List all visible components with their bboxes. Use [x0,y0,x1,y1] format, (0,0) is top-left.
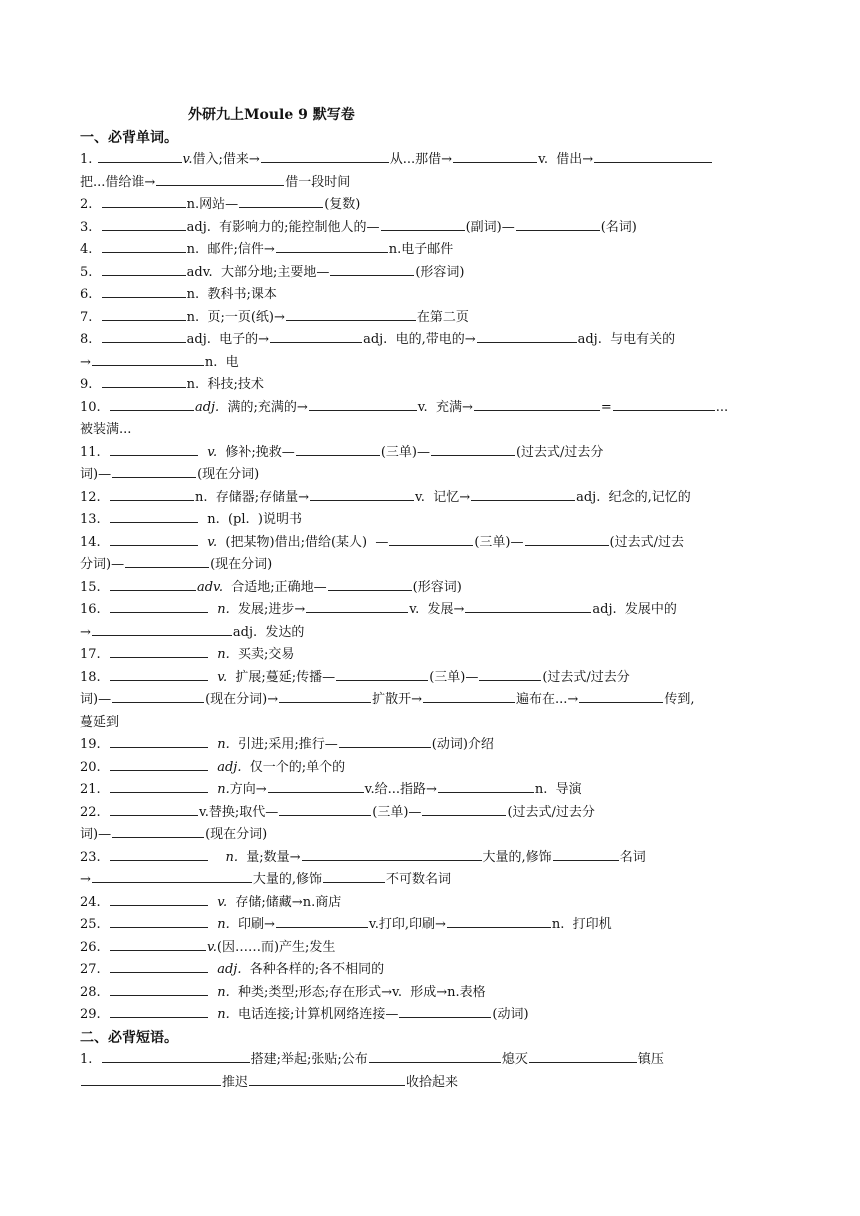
worksheet-line [80,284,792,307]
line-text: = [600,399,612,415]
fill-in-blank[interactable] [268,779,364,793]
fill-in-blank[interactable] [110,667,208,681]
line-text: 各种各样的;各不相同的 [241,962,385,977]
fill-in-blank[interactable] [102,374,186,388]
line-text [209,670,217,685]
line-text: 18. [80,669,109,685]
fill-in-blank[interactable] [110,892,208,906]
line-text: 1. [80,1052,101,1067]
line-text: → [80,872,91,887]
fill-in-blank[interactable] [112,464,196,478]
line-text: 遍布在...→ [516,692,579,707]
line-text: 扩散开→ [372,692,423,707]
line-text: 19. [80,737,109,752]
line-text: 被装满... [80,422,132,437]
line-text: (动词)介绍 [431,737,494,752]
fill-in-blank[interactable] [276,239,388,253]
line-text: adj. 发展中的 [592,602,677,617]
line-text: n. (pl. )说明书 [198,512,303,527]
fill-in-blank[interactable] [477,329,577,343]
worksheet-line [80,667,792,690]
line-text: 词)— [80,467,112,482]
part-of-speech-label: v. [217,894,228,910]
worksheet-line [80,442,792,465]
line-text [209,602,217,617]
part-of-speech-label: v. [206,939,217,955]
fill-in-blank[interactable] [525,532,609,546]
worksheet-line [80,397,792,420]
fill-in-blank[interactable] [112,824,204,838]
line-text: 发展;进步→ [229,602,306,617]
worksheet-line [80,532,792,555]
fill-in-blank[interactable] [110,487,194,501]
line-text: → [80,354,91,370]
line-text: 名词 [619,849,646,865]
line-text: n.网站— [186,197,239,212]
line-text: 分词)— [80,557,125,572]
fill-in-blank[interactable] [102,307,186,321]
fill-in-blank[interactable] [110,1004,208,1018]
line-text: 方向→ [229,782,267,797]
fill-in-blank[interactable] [447,914,551,928]
line-text: (名词) [600,219,637,235]
line-text: adv. 大部分地;主要地— [186,264,330,280]
line-text: n. 导演 [534,782,582,797]
fill-in-blank[interactable] [296,442,380,456]
line-text: 收拾起来 [406,1074,459,1090]
fill-in-blank[interactable] [98,149,182,163]
worksheet-line [80,352,792,375]
line-text: 不可数名词 [386,872,452,887]
line-text: n. 科技;技术 [186,377,264,392]
part-of-speech-label: n. [217,1007,230,1022]
line-text: 7. [80,309,101,325]
line-text: 26. [80,939,109,955]
fill-in-blank[interactable] [279,802,371,816]
worksheet-line [80,779,792,802]
line-text: 4. [80,242,101,257]
line-text: (形容词) [412,579,462,595]
worksheet-line [80,1004,792,1027]
worksheet-line [80,577,792,600]
line-text: adj. 发达的 [232,624,305,640]
line-text [209,917,217,932]
line-text: 15. [80,579,109,595]
line-text: 词)— [80,692,112,707]
line-text: (三单)— [474,534,524,550]
fill-in-blank[interactable] [339,734,431,748]
fill-in-blank[interactable] [381,217,465,231]
line-text: (现在分词) [210,557,273,572]
line-text: 27. [80,962,109,977]
worksheet-line [80,329,792,352]
line-text [209,850,226,865]
part-of-speech-label: v. [182,152,193,167]
line-text: 传到, [664,692,695,707]
fill-in-blank[interactable] [102,239,186,253]
line-text: 从...那借→ [389,152,453,167]
line-text [209,1007,217,1022]
line-text: v. 借出→ [538,152,594,167]
fill-in-blank[interactable] [102,262,186,276]
line-text: adj. 电的,带电的→ [363,332,476,347]
line-text [209,782,217,797]
line-text: v.打印,印刷→ [368,917,446,932]
line-text: 29. [80,1007,109,1022]
worksheet-line [80,824,792,847]
part-of-speech-label: adv. [196,579,223,595]
fill-in-blank[interactable] [261,149,389,163]
fill-in-blank[interactable] [399,1004,491,1018]
fill-in-blank[interactable] [92,352,204,366]
worksheet-page [80,104,792,1094]
line-text: (过去式/过去分 [542,669,630,685]
line-text: 蔓延到 [80,714,120,730]
line-text: n. 打印机 [551,917,612,932]
line-text: 量;数量→ [238,849,301,865]
fill-in-blank[interactable] [465,599,591,613]
part-of-speech-label: n. [217,647,230,662]
fill-in-blank[interactable] [110,779,208,793]
worksheet-line [80,599,792,622]
fill-in-blank[interactable] [302,847,482,861]
fill-in-blank[interactable] [529,1049,637,1063]
worksheet-line [80,802,792,825]
line-text: n. 邮件;信件→ [186,242,275,257]
line-text: v. 记忆→ [415,489,471,505]
fill-in-blank[interactable] [102,1049,250,1063]
line-text: (副词)— [465,219,515,235]
line-text: adj. 有影响力的;能控制他人的— [186,219,380,235]
line-text: v. 发展→ [409,602,465,617]
part-of-speech-label: n. [217,737,230,752]
line-text: 借入;借来→ [192,152,260,167]
line-text: ... [715,399,729,415]
fill-in-blank[interactable] [110,599,208,613]
section-heading: 二、必背短语。 [80,1029,178,1046]
worksheet-title: 外研九上Moule 9 默写卷 [188,107,355,123]
fill-in-blank[interactable] [369,1049,501,1063]
fill-in-blank[interactable] [479,667,541,681]
line-text: → [80,624,91,640]
fill-in-blank[interactable] [453,149,537,163]
fill-in-blank[interactable] [110,982,208,996]
line-text: 28. [80,984,109,1000]
line-text: 9. [80,377,101,392]
line-text [209,985,217,1000]
line-text: 17. [80,647,109,662]
worksheet-content [80,127,792,1095]
line-text: 种类;类型;形态;存在形式→v. 形成→n.表格 [229,984,486,1000]
line-text: 20. [80,759,109,775]
fill-in-blank[interactable] [102,284,186,298]
line-text [199,445,207,460]
fill-in-blank[interactable] [516,217,600,231]
fill-in-blank[interactable] [286,307,416,321]
worksheet-line [80,239,792,262]
fill-in-blank[interactable] [330,262,414,276]
worksheet-line [80,644,792,667]
fill-in-blank[interactable] [239,194,323,208]
line-text: 23. [80,849,109,865]
fill-in-blank[interactable] [110,509,198,523]
line-text: adj. 纪念的,记忆的 [576,489,691,505]
line-text: (现在分词) [205,827,268,842]
line-text: 24. [80,894,109,910]
line-text: n. 存储器;存储量→ [194,489,309,505]
part-of-speech-label: n. [217,782,230,797]
line-text: 借一段时间 [285,174,351,190]
worksheet-line [80,149,792,172]
line-text: n. 电 [204,354,239,370]
worksheet-line [80,869,792,892]
fill-in-blank[interactable] [110,914,208,928]
line-text: 10. [80,399,109,415]
line-text: (三单)— [380,444,430,460]
fill-in-blank[interactable] [276,914,368,928]
line-text: (因……而)产生;发生 [216,939,336,955]
line-text: 6. [80,287,101,302]
line-text: 印刷→ [229,917,275,932]
line-text: adj. 电子的→ [186,332,270,347]
part-of-speech-label: n. [217,917,230,932]
worksheet-line [80,689,792,712]
line-text: 买卖;交易 [229,647,295,662]
line-text: 大量的,修饰 [482,849,552,865]
fill-in-blank[interactable] [328,577,412,591]
line-text: 22. [80,804,109,820]
part-of-speech-label: n. [225,849,238,865]
line-text: 镇压 [637,1052,664,1067]
line-text: 3. [80,219,101,235]
fill-in-blank[interactable] [423,689,515,703]
line-text: 搭建;举起;张贴;公布 [250,1052,368,1067]
line-text: 存储;储藏→n.商店 [227,894,342,910]
line-text: (把某物)借出;借给(某人) — [217,534,389,550]
fill-in-blank[interactable] [92,622,232,636]
line-text: 扩展;蔓延;传播— [227,669,336,685]
line-text: 熄灭 [501,1052,528,1067]
line-text: 合适地;正确地— [222,579,327,595]
line-text: n.电子邮件 [388,242,454,257]
fill-in-blank[interactable] [112,689,204,703]
line-text: 1. [80,152,97,167]
fill-in-blank[interactable] [471,487,575,501]
worksheet-line [80,734,792,757]
line-text: 16. [80,602,109,617]
line-text: n. 教科书;课本 [186,287,277,302]
line-text: 13. [80,512,109,527]
line-text: (过去式/过去分 [515,444,604,460]
line-text: 2. [80,197,101,212]
fill-in-blank[interactable] [92,869,252,883]
fill-in-blank[interactable] [579,689,663,703]
line-text [209,760,217,775]
worksheet-line [80,509,792,532]
line-text: 电话连接;计算机网络连接— [229,1007,399,1022]
line-text: v.替换;取代— [198,804,279,820]
line-text: 8. [80,332,101,347]
line-text: 11. [80,444,109,460]
fill-in-blank[interactable] [389,532,473,546]
worksheet-line [80,892,792,915]
fill-in-blank[interactable] [474,397,600,411]
worksheet-line [80,307,792,330]
worksheet-line [80,487,792,510]
line-text: v. 充满→ [417,399,473,415]
line-text: v.给...指路→ [364,782,437,797]
worksheet-line [80,262,792,285]
fill-in-blank[interactable] [102,217,186,231]
fill-in-blank[interactable] [310,487,414,501]
line-text: 仅一个的;单个的 [241,759,346,775]
fill-in-blank[interactable] [110,847,208,861]
line-text [209,895,217,910]
fill-in-blank[interactable] [249,1072,405,1086]
worksheet-line [80,1072,792,1095]
part-of-speech-label: v. [217,669,228,685]
line-text: (过去式/过去分 [507,804,595,820]
worksheet-line [80,374,792,397]
line-text: adj. 与电有关的 [577,332,676,347]
worksheet-line [80,419,792,442]
part-of-speech-label: n. [217,984,230,1000]
line-text: (三单)— [429,669,479,685]
line-text: (三单)— [372,804,422,820]
fill-in-blank[interactable] [110,442,198,456]
fill-in-blank[interactable] [110,937,206,951]
line-text [209,647,217,662]
line-text: 5. [80,264,101,280]
fill-in-blank[interactable] [323,869,385,883]
worksheet-line [80,712,792,735]
fill-in-blank[interactable] [110,734,208,748]
line-text: 引进;采用;推行— [229,737,338,752]
worksheet-line [80,554,792,577]
line-text: 词)— [80,827,112,842]
fill-in-blank[interactable] [102,194,186,208]
line-text: 修补;挽救— [217,444,295,460]
worksheet-line [80,217,792,240]
fill-in-blank[interactable] [553,847,619,861]
line-text: 21. [80,782,109,797]
fill-in-blank[interactable] [102,329,186,343]
fill-in-blank[interactable] [336,667,428,681]
fill-in-blank[interactable] [270,329,362,343]
line-text [209,737,217,752]
line-text [209,962,217,977]
line-text: (形容词) [415,264,465,280]
line-text: (现在分词) [197,467,260,482]
worksheet-line [80,914,792,937]
fill-in-blank[interactable] [309,397,417,411]
line-text: 把...借给谁→ [80,174,156,190]
line-text: n. 页;一页(纸)→ [186,309,285,325]
fill-in-blank[interactable] [156,172,284,186]
fill-in-blank[interactable] [110,802,198,816]
part-of-speech-label: v. [207,444,218,460]
worksheet-line [80,622,792,645]
line-text: (现在分词)→ [205,692,279,707]
fill-in-blank[interactable] [306,599,408,613]
part-of-speech-label: adj. [194,399,220,415]
fill-in-blank[interactable] [110,757,208,771]
part-of-speech-label: adj. [217,759,242,775]
worksheet-line [80,757,792,780]
fill-in-blank[interactable] [81,1072,221,1086]
fill-in-blank[interactable] [431,442,515,456]
fill-in-blank[interactable] [110,644,208,658]
line-text: 在第二页 [416,309,469,325]
fill-in-blank[interactable] [125,554,209,568]
section-heading: 一、必背单词。 [80,129,178,146]
worksheet-line [80,172,792,195]
part-of-speech-label: v. [207,534,218,550]
line-text: 推迟 [222,1074,249,1090]
line-text: 14. [80,534,109,550]
fill-in-blank[interactable] [110,959,208,973]
line-text [199,535,207,550]
fill-in-blank[interactable] [110,397,194,411]
worksheet-line [80,464,792,487]
line-text: 12. [80,489,109,505]
worksheet-line [80,982,792,1005]
fill-in-blank[interactable] [438,779,534,793]
line-text: 大量的,修饰 [252,872,323,887]
worksheet-line [80,194,792,217]
fill-in-blank[interactable] [594,149,712,163]
fill-in-blank[interactable] [422,802,506,816]
fill-in-blank[interactable] [613,397,715,411]
worksheet-line [80,959,792,982]
line-text: 满的;充满的→ [219,399,308,415]
fill-in-blank[interactable] [110,577,196,591]
fill-in-blank[interactable] [110,532,198,546]
part-of-speech-label: adj. [217,962,242,977]
fill-in-blank[interactable] [279,689,371,703]
worksheet-line [80,1049,792,1072]
line-text: 25. [80,917,109,932]
line-text: (过去式/过去 [609,534,684,550]
worksheet-line [80,847,792,870]
line-text: (复数) [324,197,361,212]
worksheet-line [80,937,792,960]
part-of-speech-label: n. [217,602,230,617]
line-text: (动词) [492,1007,529,1022]
